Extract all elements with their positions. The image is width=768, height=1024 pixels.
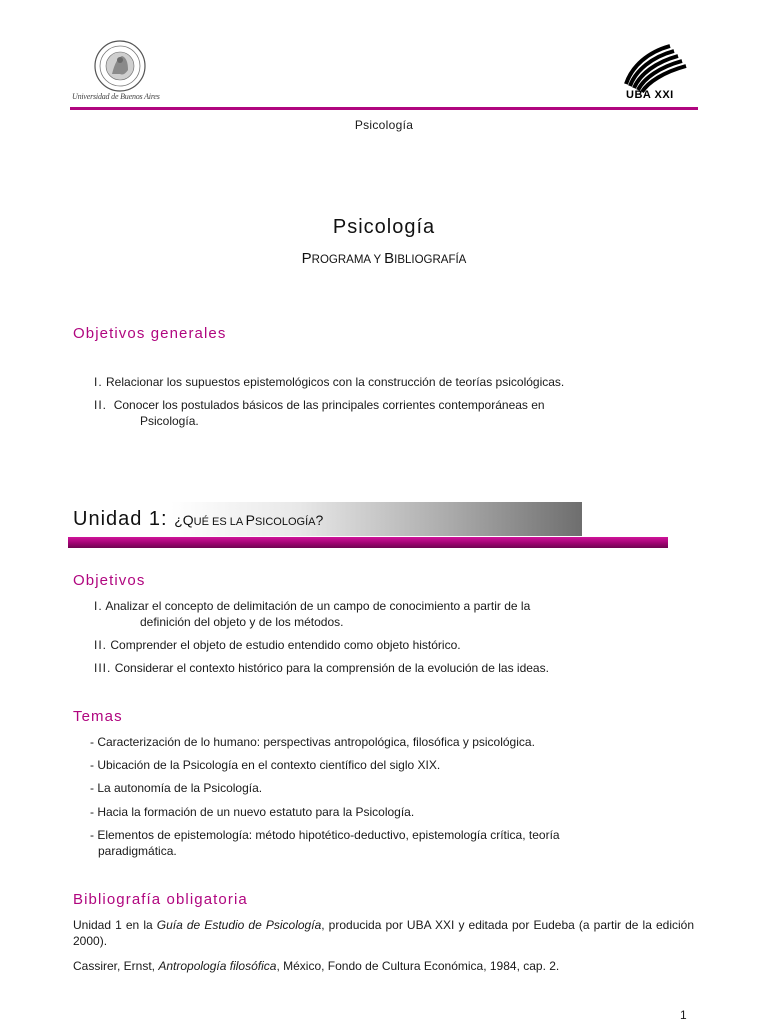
running-head: Psicología	[354, 118, 414, 132]
page-number: 1	[680, 1008, 687, 1022]
university-seal-caption: Universidad de Buenos Aires	[72, 92, 160, 101]
bibliography-heading: Bibliografía obligatoria	[73, 891, 248, 908]
bibliography-entry: Unidad 1 en la Guía de Estudio de Psicología, producida por UBA XXI y editada por Eudeba (a partir de la edición 2000).	[73, 918, 695, 948]
general-objective-item: II. Conocer los postulados básicos de las principales corrientes contemporáneas en Psicología.	[94, 398, 545, 428]
theme-item: - Elementos de epistemología: método hipotético-deductivo, epistemología crítica, teoría paradigmática.	[90, 828, 560, 858]
theme-item: - Hacia la formación de un nuevo estatuto para la Psicología.	[90, 805, 415, 819]
theme-item: - Caracterización de lo humano: perspectivas antropológica, filosófica y psicológica.	[90, 735, 535, 749]
themes-heading: Temas	[73, 708, 123, 725]
uba-xxi-logo-text: UBA XXI	[626, 89, 674, 101]
header-rule	[70, 107, 698, 110]
objective-item: II. Comprender el objeto de estudio entendido como objeto histórico.	[94, 638, 461, 652]
objective-item: I. Analizar el concepto de delimitación de un campo de conocimiento a partir de la definición del objeto y de los métodos.	[94, 599, 531, 629]
unit-title: Unidad 1: ¿QUÉ ES LA PSICOLOGÍA?	[73, 508, 324, 530]
general-objectives-heading: Objetivos generales	[73, 325, 227, 342]
theme-item: - Ubicación de la Psicología en el contexto científico del siglo XIX.	[90, 758, 441, 772]
objectives-heading: Objetivos	[73, 572, 146, 589]
unit-banner-rule	[68, 537, 668, 548]
theme-item: - La autonomía de la Psicología.	[90, 781, 263, 795]
general-objective-item: I. Relacionar los supuestos epistemológicos con la construcción de teorías psicológicas.	[94, 375, 565, 389]
bibliography-entry: Cassirer, Ernst, Antropología filosófica, México, Fondo de Cultura Económica, 1984, cap. 2.	[73, 959, 560, 973]
document-subtitle: PROGRAMA Y BIBLIOGRAFÍA	[301, 250, 467, 267]
objective-item: III. Considerar el contexto histórico para la comprensión de la evolución de las ideas.	[94, 661, 549, 675]
document-title: Psicología	[332, 216, 436, 238]
